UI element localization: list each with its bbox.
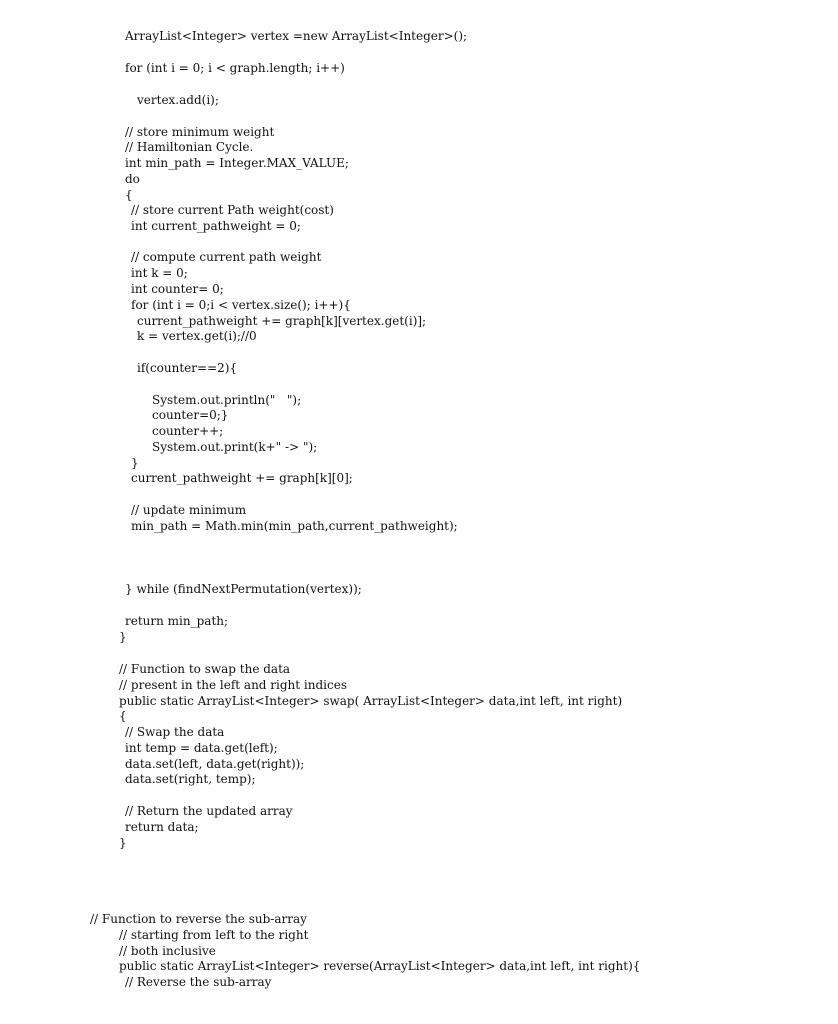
code-line: // store current Path weight(cost): [131, 203, 334, 217]
code-line: // Hamiltonian Cycle.: [125, 140, 254, 154]
code-line: current_pathweight += graph[k][0];: [131, 471, 353, 485]
code-line: }: [131, 456, 139, 470]
code-line: System.out.print(k+" -> ");: [152, 440, 318, 454]
code-line: // both inclusive: [119, 944, 216, 958]
code-line: // Reverse the sub-array: [125, 975, 272, 989]
code-line: int current_pathweight = 0;: [131, 219, 301, 233]
code-line: public static ArrayList<Integer> reverse(ArrayList<Integer> data,int left, int right){: [119, 959, 641, 973]
code-line: counter=0;}: [152, 408, 229, 422]
code-line: }: [119, 630, 127, 644]
code-line: if(counter==2){: [137, 361, 238, 375]
code-line: return min_path;: [125, 614, 229, 628]
code-line: } while (findNextPermutation(vertex));: [125, 582, 362, 596]
code-line: return data;: [125, 820, 199, 834]
code-line: data.set(left, data.get(right));: [125, 757, 305, 771]
code-line: // update minimum: [131, 503, 247, 517]
code-line: int counter= 0;: [131, 282, 224, 296]
code-line: ArrayList<Integer> vertex =new ArrayList<Integer>();: [125, 29, 468, 43]
code-line: // store minimum weight: [125, 125, 275, 139]
code-line: for (int i = 0; i < graph.length; i++): [125, 61, 345, 75]
code-line: data.set(right, temp);: [125, 772, 256, 786]
code-line: // Return the updated array: [125, 804, 293, 818]
code-line: min_path = Math.min(min_path,current_pathweight);: [131, 519, 458, 533]
code-line: // Function to swap the data: [119, 662, 291, 676]
code-line: int k = 0;: [131, 266, 188, 280]
code-line: k = vertex.get(i);//0: [137, 329, 257, 343]
code-line: {: [125, 188, 133, 202]
code-line: int min_path = Integer.MAX_VALUE;: [125, 156, 349, 170]
code-line: for (int i = 0;i < vertex.size(); i++){: [131, 298, 351, 312]
code-line: // Swap the data: [125, 725, 225, 739]
code-line: // starting from left to the right: [119, 928, 309, 942]
code-line: vertex.add(i);: [137, 93, 219, 107]
code-line: int temp = data.get(left);: [125, 741, 278, 755]
code-line: }: [119, 836, 127, 850]
code-line: // present in the left and right indices: [119, 678, 347, 692]
code-line: do: [125, 172, 140, 186]
code-line: counter++;: [152, 424, 224, 438]
code-line: // Function to reverse the sub-array: [90, 912, 307, 926]
code-line: System.out.println(" ");: [152, 393, 302, 407]
code-line: {: [119, 709, 127, 723]
code-line: // compute current path weight: [131, 250, 322, 264]
code-line: public static ArrayList<Integer> swap( ArrayList<Integer> data,int left, int right): [119, 694, 623, 708]
code-line: current_pathweight += graph[k][vertex.get(i)];: [137, 314, 427, 328]
